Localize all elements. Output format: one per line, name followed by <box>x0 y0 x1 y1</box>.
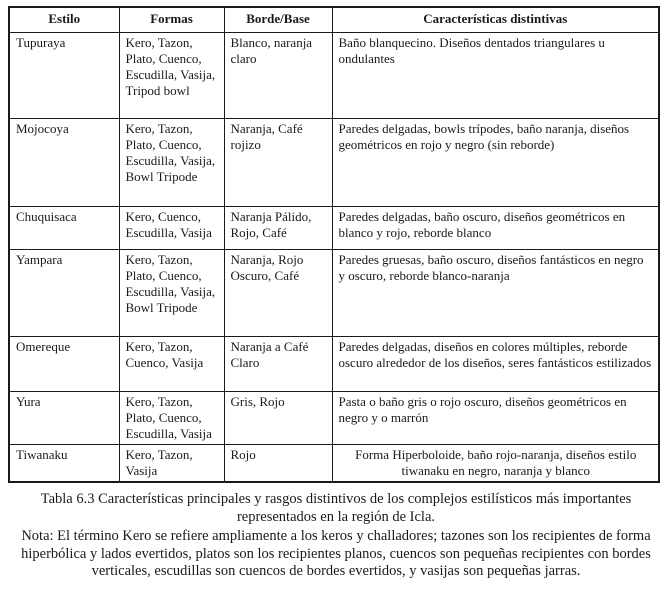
cell-estilo: Tupuraya <box>9 32 119 118</box>
table-header-row <box>9 7 659 32</box>
cell-caracteristicas: Paredes delgadas, baño oscuro, diseños geométricos en blanco y rojo, reborde blanco <box>332 206 659 249</box>
cell-estilo: Tiwanaku <box>9 444 119 482</box>
cell-estilo: Yampara <box>9 249 119 336</box>
column-header-borde-base: Borde/Base <box>224 7 332 32</box>
cell-formas: Kero, Tazon, Plato, Cuenco, Escudilla, Vasija <box>119 391 224 444</box>
cell-formas: Kero, Tazon, Plato, Cuenco, Escudilla, Vasija, Tripod bowl <box>119 32 224 118</box>
cell-formas: Kero, Cuenco, Escudilla, Vasija <box>119 206 224 249</box>
table-row-mojocoya <box>9 118 659 206</box>
cell-caracteristicas: Baño blanquecino. Diseños dentados triangulares u ondulantes <box>332 32 659 118</box>
cell-caracteristicas: Paredes delgadas, diseños en colores múltiples, reborde oscuro alrededor de los diseños, seres fantásticos estilizados <box>332 336 659 391</box>
cell-formas: Kero, Tazon, Plato, Cuenco, Escudilla, Vasija, Bowl Tripode <box>119 249 224 336</box>
column-header-estilo: Estilo <box>9 7 119 32</box>
cell-caracteristicas: Forma Hiperboloide, baño rojo-naranja, diseños estilo tiwanaku en negro, naranja y blanco <box>332 444 659 482</box>
cell-estilo: Chuquisaca <box>9 206 119 249</box>
table-row-yampara <box>9 249 659 336</box>
cell-caracteristicas: Paredes delgadas, bowls trípodes, baño naranja, diseños geométricos en rojo y negro (sin reborde) <box>332 118 659 206</box>
cell-borde-base: Rojo <box>224 444 332 482</box>
table-row-tupuraya <box>9 32 659 118</box>
cell-borde-base: Naranja a Café Claro <box>224 336 332 391</box>
cell-estilo: Mojocoya <box>9 118 119 206</box>
cell-caracteristicas: Paredes gruesas, baño oscuro, diseños fantásticos en negro y oscuro, reborde blanco-naranja <box>332 249 659 336</box>
table-row-tiwanaku <box>9 444 659 482</box>
table-row-chuquisaca <box>9 206 659 249</box>
cell-borde-base: Naranja, Rojo Oscuro, Café <box>224 249 332 336</box>
cell-caracteristicas: Pasta o baño gris o rojo oscuro, diseños geométricos en negro y o marrón <box>332 391 659 444</box>
cell-borde-base: Naranja, Café rojizo <box>224 118 332 206</box>
ceramic-styles-table <box>8 6 660 483</box>
table-note: Nota: El término Kero se refiere ampliamente a los keros y challadores; tazones son los recipientes de forma hiperbólica y lados evertidos, platos son los recipientes planos, cuencos son pequeñas recipientes con bordes verticales, escudillas son cuencos de bordes evertidos, y vasijas son pequeñas jarras. <box>21 528 651 579</box>
cell-formas: Kero, Tazon, Vasija <box>119 444 224 482</box>
table-row-yura <box>9 391 659 444</box>
column-header-caracteristicas: Características distintivas <box>332 7 659 32</box>
cell-borde-base: Gris, Rojo <box>224 391 332 444</box>
table-row-omereque <box>9 336 659 391</box>
cell-borde-base: Blanco, naranja claro <box>224 32 332 118</box>
cell-formas: Kero, Tazon, Cuenco, Vasija <box>119 336 224 391</box>
cell-estilo: Omereque <box>9 336 119 391</box>
column-header-formas: Formas <box>119 7 224 32</box>
cell-formas: Kero, Tazon, Plato, Cuenco, Escudilla, Vasija, Bowl Tripode <box>119 118 224 206</box>
cell-borde-base: Naranja Pálido, Rojo, Café <box>224 206 332 249</box>
cell-estilo: Yura <box>9 391 119 444</box>
table-caption: Tabla 6.3 Características principales y rasgos distintivos de los complejos estilísticos más importantes representados en la región de Icla. <box>40 491 632 525</box>
